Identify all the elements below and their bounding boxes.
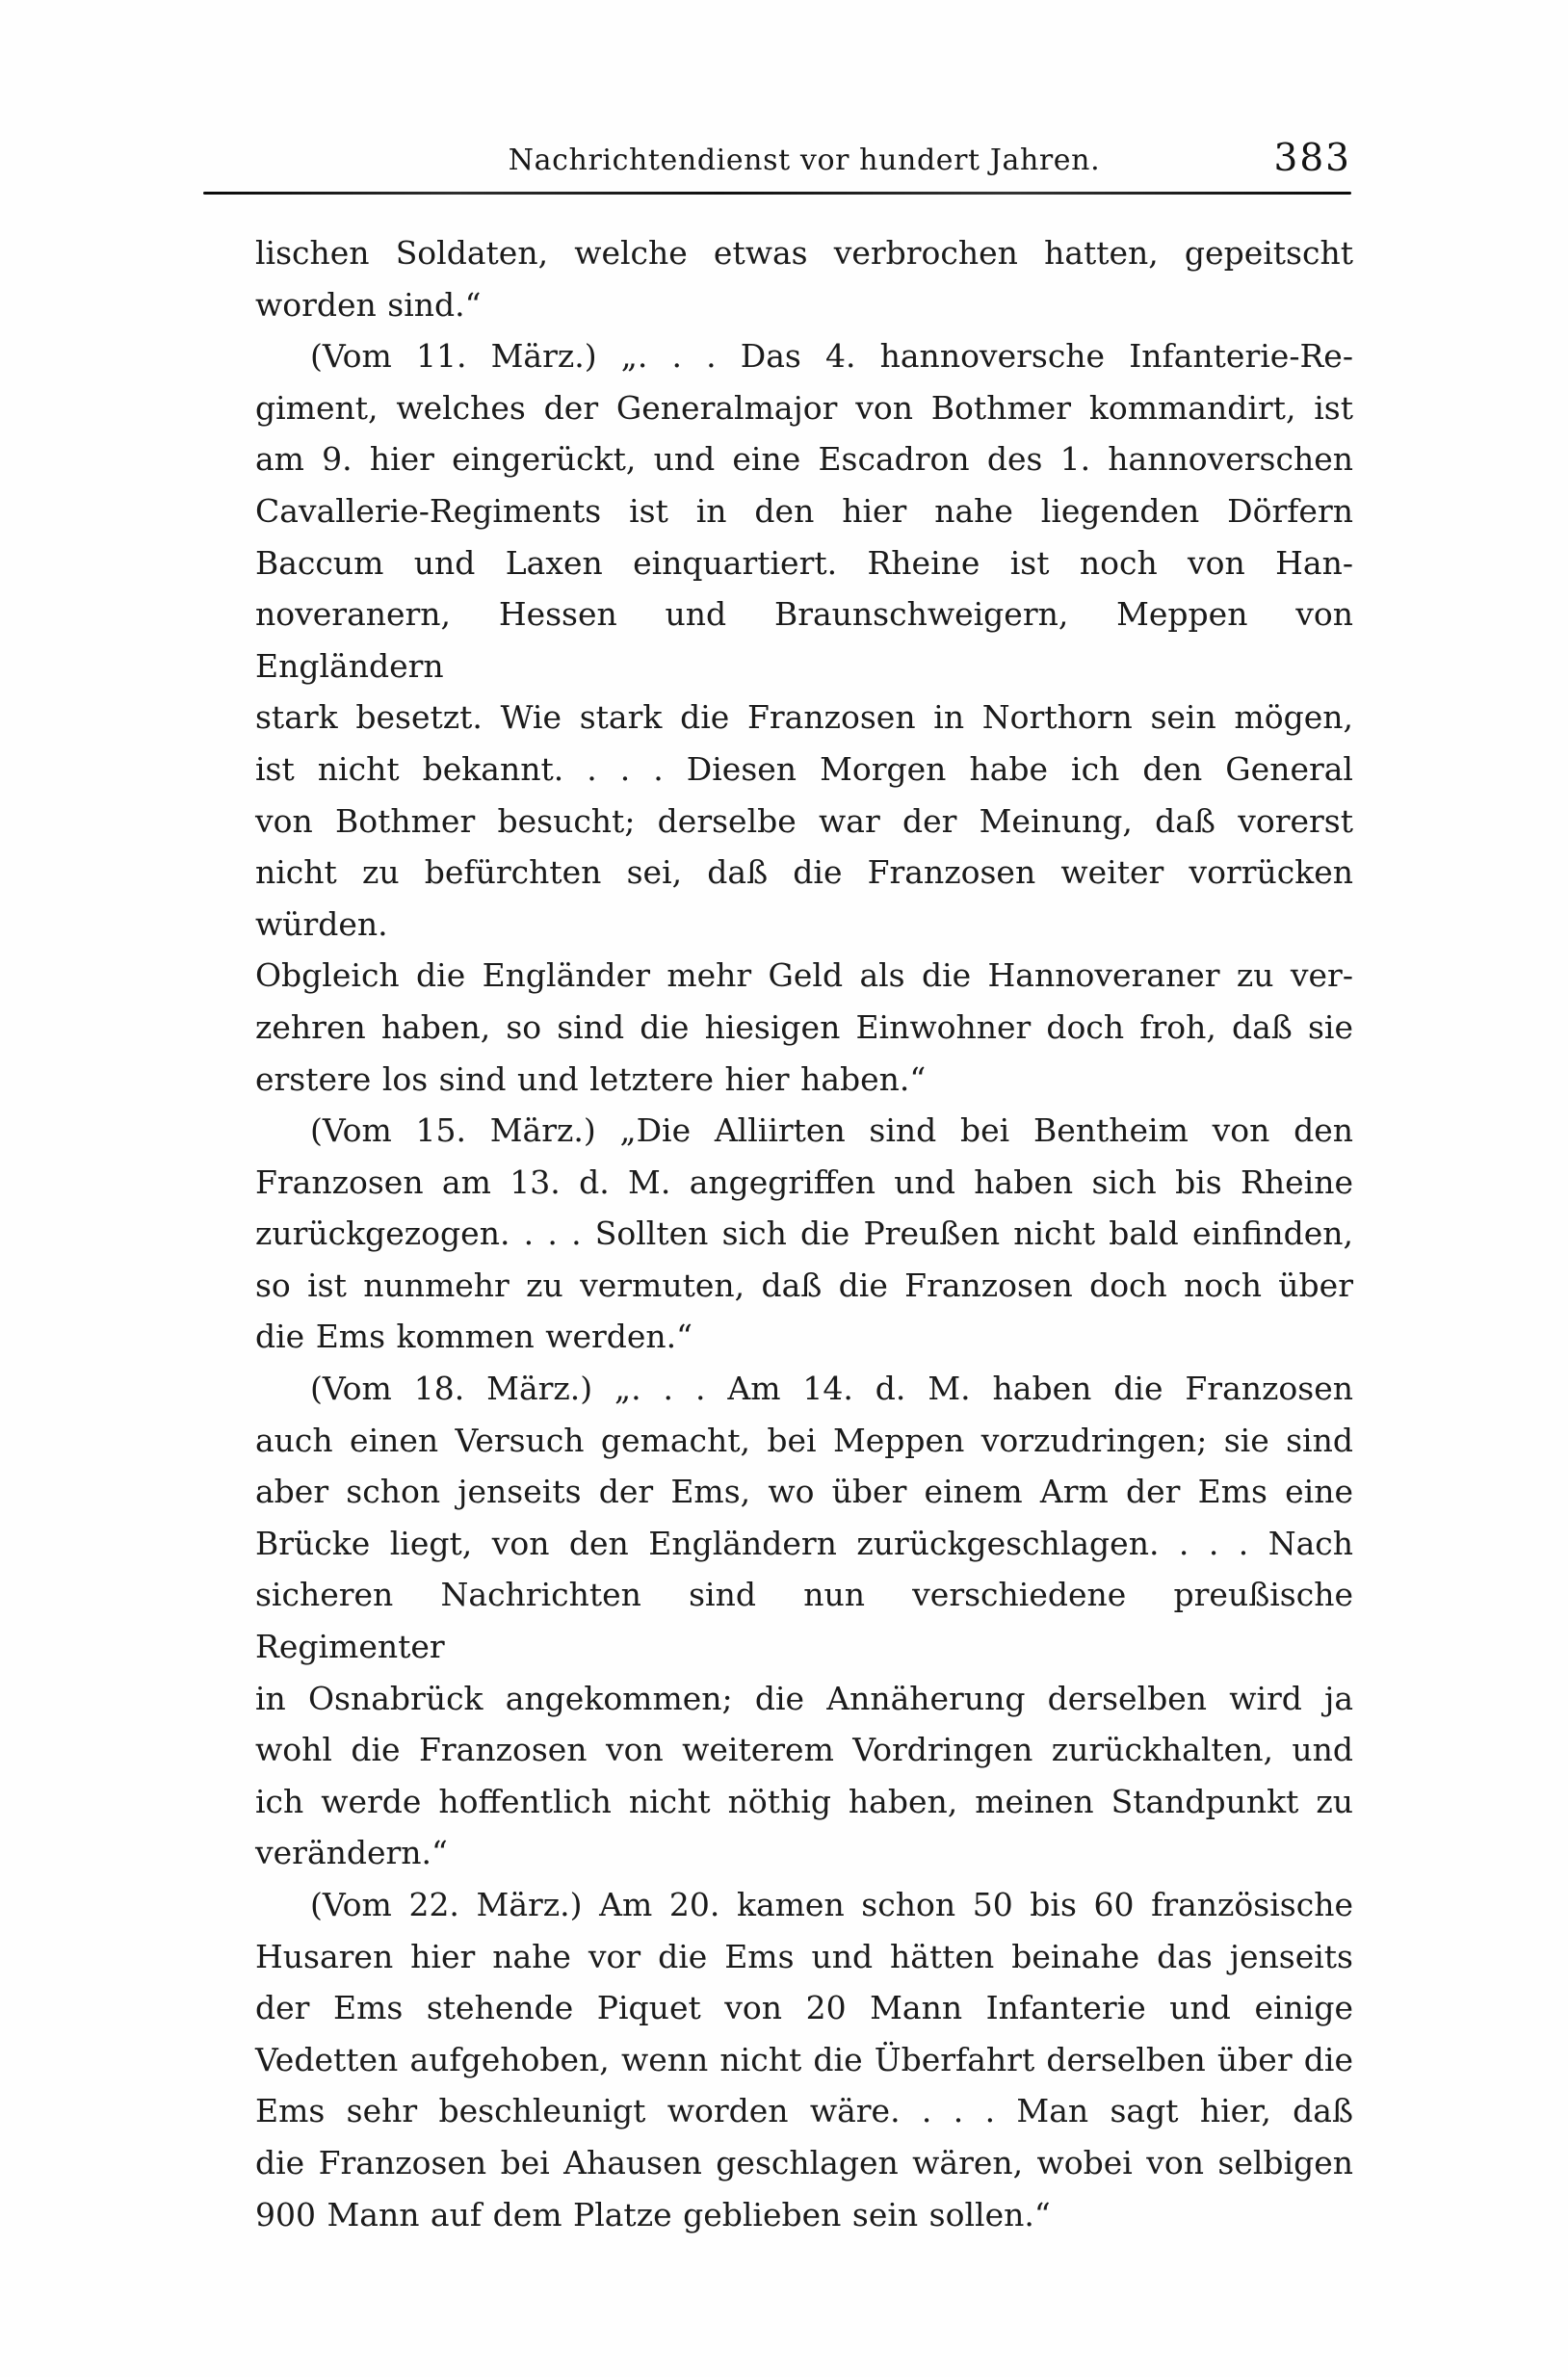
text-line: ist nicht bekannt. . . . Diesen Morgen habe ich den General	[255, 749, 1353, 788]
page-header	[255, 137, 1353, 188]
text-line: am 9. hier eingerückt, und eine Escadron des 1. hannoverschen	[255, 440, 1353, 479]
running-title: Nachrichtendienst vor hundert Jahren.	[508, 144, 1101, 177]
text-line: der Ems stehende Piquet von 20 Mann Infanterie und einige	[255, 1989, 1353, 2027]
text-line: Vedetten aufgehoben, wenn nicht die Überfahrt derselben über die	[255, 2040, 1353, 2078]
text-line: Brücke liegt, von den Engländern zurückgeschlagen. . . . Nach	[255, 1524, 1353, 1562]
text-line: sicheren Nachrichten sind nun verschiedene preußische Regimenter	[255, 1576, 1353, 1666]
text-line: wohl die Franzosen von weiterem Vordringen zurückhalten, und	[255, 1731, 1353, 1769]
paragraph	[255, 330, 1353, 1105]
page-number: 383	[1273, 137, 1351, 180]
text-line: die Franzosen bei Ahausen geschlagen wären, wobei von selbigen	[255, 2143, 1353, 2181]
text-line: in Osnabrück angekommen; die Annäherung derselben wird ja	[255, 1679, 1353, 1717]
text-line: zurückgezogen. . . . Sollten sich die Preußen nicht bald einfinden,	[255, 1215, 1353, 1253]
text-line: noveranern, Hessen und Braunschweigern, Meppen von Engländern	[255, 595, 1353, 685]
text-line: worden sind.“	[255, 285, 482, 324]
text-line: verändern.“	[255, 1834, 448, 1872]
text-line: giment, welches der Generalmajor von Bothmer kommandirt, ist	[255, 388, 1353, 427]
text-line: nicht zu befürchten sei, daß die Franzosen weiter vorrücken würden.	[255, 853, 1353, 943]
text-line: 900 Mann auf dem Platze geblieben sein sollen.“	[255, 2195, 1051, 2233]
paragraph	[255, 1879, 1353, 2240]
text-line: (Vom 22. März.) Am 20. kamen schon 50 bis 60 französische	[310, 1886, 1353, 1923]
text-line: (Vom 15. März.) „Die Alliirten sind bei Bentheim von den	[310, 1111, 1353, 1150]
text-line: Franzosen am 13. d. M. angegriffen und haben sich bis Rheine	[255, 1162, 1353, 1201]
text-line: ich werde hoffentlich nicht nöthig haben, meinen Standpunkt zu	[255, 1782, 1353, 1820]
text-line: zehren haben, so sind die hiesigen Einwohner doch froh, daß sie	[255, 1007, 1353, 1046]
header-rule	[203, 192, 1351, 195]
paragraph	[255, 1363, 1353, 1879]
text-line: Husaren hier nahe vor die Ems und hätten beinahe das jenseits	[255, 1937, 1353, 1975]
text-line: Cavallerie-Regiments ist in den hier nahe liegenden Dörfern	[255, 491, 1353, 530]
text-line: erstere los sind und letztere hier haben.“	[255, 1059, 927, 1098]
text-line: stark besetzt. Wie stark die Franzosen in Northorn sein mögen,	[255, 698, 1353, 737]
paragraph	[255, 227, 1353, 330]
text-line: von Bothmer besucht; derselbe war der Meinung, daß vorerst	[255, 801, 1353, 840]
text-line: die Ems kommen werden.“	[255, 1318, 693, 1356]
text-line: Ems sehr beschleunigt worden wäre. . . . Man sagt hier, daß	[255, 2092, 1353, 2130]
page-body	[255, 227, 1353, 2240]
text-line: Obgleich die Engländer mehr Geld als die Hannoveraner zu ver-	[255, 956, 1353, 995]
text-line: so ist nunmehr zu vermuten, daß die Franzosen doch noch über	[255, 1266, 1353, 1304]
text-line: lischen Soldaten, welche etwas verbrochen hatten, gepeitscht	[255, 234, 1353, 272]
paragraph	[255, 1105, 1353, 1363]
text-line: auch einen Versuch gemacht, bei Meppen vorzudringen; sie sind	[255, 1421, 1353, 1459]
text-line: Baccum und Laxen einquartiert. Rheine ist noch von Han-	[255, 543, 1353, 582]
text-line: (Vom 11. März.) „. . . Das 4. hannoversche Infanterie-Re-	[310, 337, 1353, 376]
text-line: aber schon jenseits der Ems, wo über einem Arm der Ems eine	[255, 1473, 1353, 1511]
text-line: (Vom 18. März.) „. . . Am 14. d. M. haben die Franzosen	[310, 1370, 1353, 1408]
